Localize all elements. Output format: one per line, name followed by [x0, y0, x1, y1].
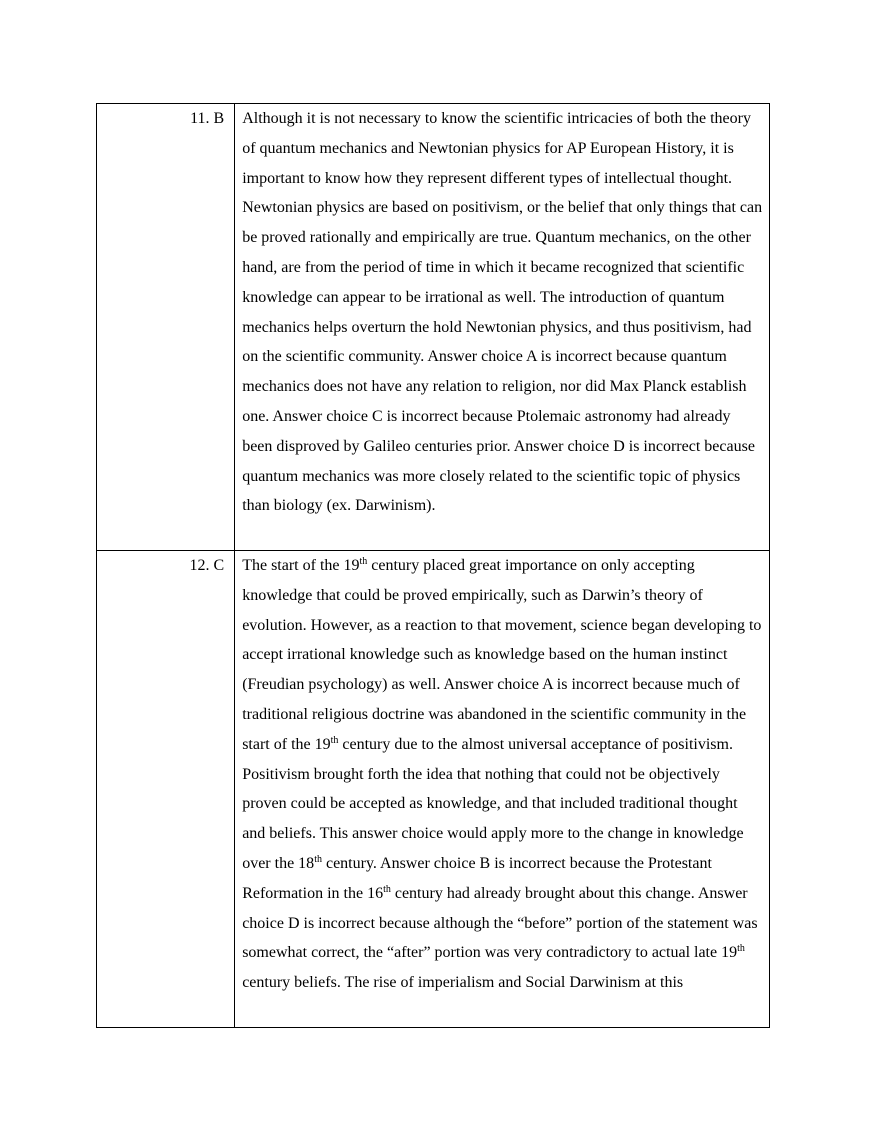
answer-explanation [235, 551, 770, 1028]
answer-number: 11. B [97, 104, 235, 551]
text-segment: century beliefs. The rise of imperialism and Social Darwinism at this [242, 974, 684, 992]
answer-explanation: Although it is not necessary to know the scientific intricacies of both the theory of quantum mechanics and Newtonian physics for AP European History, it is important to know how they represent different types of intellectual thought. Newtonian physics are based on positivism, or the belief that only things that can be proved rationally and empirically are true. Quantum mechanics, on the other hand, are from the period of time in which it became recognized that scientific knowledge can appear to be irrational as well. The introduction of quantum mechanics helps overturn the hold Newtonian physics, and thus positivism, had on the scientific community. Answer choice A is incorrect because quantum mechanics does not have any relation to religion, nor did Max Planck establish one. Answer choice C is incorrect because Ptolemaic astronomy had already been disproved by Galileo centuries prior. Answer choice D is incorrect because quantum mechanics was more closely related to the scientific topic of physics than biology (ex. Darwinism). [235, 104, 770, 551]
ordinal-suffix: th [314, 853, 322, 865]
ordinal-suffix: th [737, 943, 745, 955]
table-row [97, 551, 770, 1028]
text-segment: century had already brought about this change. Answer choice D is incorrect because although the “before” portion of the statement was somewhat correct, the “after” portion was very contradictory to actual late 19 [242, 884, 758, 962]
table-row [97, 104, 770, 551]
text-segment: century due to the almost universal acceptance of positivism. Positivism brought forth the idea that nothing that could not be objectively proven could be accepted as knowledge, and that included traditional thought and beliefs. This answer choice would apply more to the change in knowledge over the 18 [242, 735, 744, 872]
answer-number: 12. C [97, 551, 235, 1028]
text-segment: century. Answer choice B is incorrect because the Protestant Reformation in the 16 [242, 854, 712, 902]
text-segment: century placed great importance on only accepting knowledge that could be proved empirically, such as Darwin’s theory of evolution. However, as a reaction to that movement, science began developing to accept irrational knowledge such as knowledge based on the human instinct (Freudian psychology) as well. Answer choice A is incorrect because much of traditional religious doctrine was abandoned in the scientific community in the start of the 19 [242, 557, 762, 753]
text-segment: The start of the 19 [242, 557, 360, 574]
ordinal-suffix: th [383, 883, 391, 895]
ordinal-suffix: th [359, 556, 368, 567]
ordinal-suffix: th [330, 734, 339, 746]
answer-explanation-table [96, 103, 770, 1028]
